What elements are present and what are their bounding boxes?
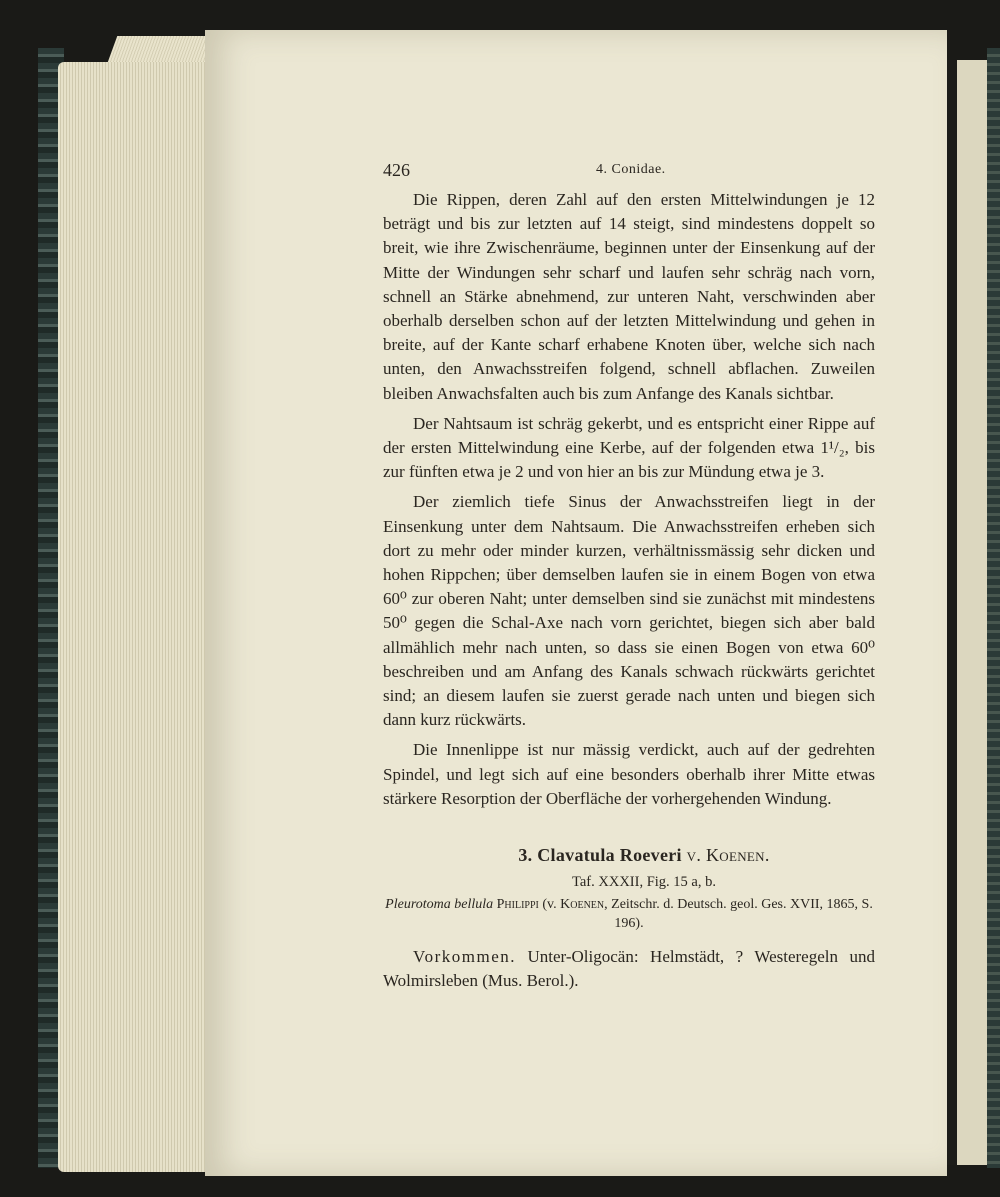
page-number: 426 [383,160,410,180]
running-title: 4. Conidae. [596,162,666,177]
paragraph-ribs: Die Rippen, deren Zahl auf den ersten Mittelwindungen je 12 beträgt und bis zur letzten auf 14 steigt, sind mindestens doppelt so breit, wie ihre Zwischenräume, beginnen unter der Einsenkung auf der Mitte der Windungen sehr scharf und laufen sehr schräg nach vorn, schnell an Stärke abnehmend, zur unteren Naht, verschwinden aber oberhalb derselben schon auf der letzten Mittelwindung und gehen in breite, auf der Kante scharf erhabene Knoten über, welche sich nach unten, den Anwachsstreifen folgend, schnell abflachen. Zuweilen bleiben Anwachsfalten auch bis zum Anfange des Kanals sichtbar. [383,190,875,403]
occurrence-paragraph [383,945,875,993]
synonym-ref-rest: , Zeitschr. d. Deutsch. geol. Ges. XVII, 1865, S. 196). [604,897,873,932]
species-author-prefix: v. [686,845,702,866]
species-author: Koenen. [705,845,770,866]
synonym-reference [383,895,875,933]
plate-reference: Taf. XXXII, Fig. 15 a, b. [572,874,716,891]
occurrence-label: Vorkommen. [413,947,516,967]
synonym-ref-open: (v. [542,897,557,913]
species-name: 3. Clavatula Roeveri [518,845,682,866]
synonym-ref-author: Koenen [560,897,605,913]
paragraph-inner-lip: Die Innenlippe ist nur mässig verdickt, auch auf der gedrehten Spindel, und legt sich auf eine besonders oberhalb ihrer Mitte etwas stärkere Resorption der Oberfläche der vorhergehenden Windung. [383,740,875,808]
facing-page-edge [947,60,987,1165]
occurrence-text: Unter-Oligocän: Helmstädt, ? Westeregeln und Wolmirsleben (Mus. Berol.). [383,947,875,991]
book-spine-right [987,48,1000,1168]
page-stack-left [58,62,218,1172]
page-content [383,160,875,993]
page-header [383,160,875,188]
synonym-author: Philippi [496,897,539,913]
synonym-name: Pleurotoma bellula [385,897,494,913]
species-heading [383,845,875,866]
paragraph-sinus: Der ziemlich tiefe Sinus der Anwachsstreifen liegt in der Einsenkung unter dem Nahtsaum. Die Anwachsstreifen erheben sich dort zu mehr oder minder kurzen, verhältnissmässig sehr dicken und hohen Rippchen; über demselben laufen sie in einem Bogen von etwa 60⁰ zur oberen Naht; unter demselben sind sie zunächst mit mindestens 50⁰ gegen die Schal-Axe nach vorn gerichtet, biegen sich aber bald allmählich mehr nach unten, so dass sie einen Bogen von etwa 60⁰ beschreiben und am Anfang des Kanals schwach rückwärts gerichtet sind; an diesem laufen sie zuerst gerade nach unten und biegen sich dann kurz rückwärts. [383,492,875,730]
paragraph-suture: Der Nahtsaum ist schräg gekerbt, und es entspricht einer Rippe auf der ersten Mittelwindung eine Kerbe, auf der folgenden etwa 1¹/₂, bis zur fünften etwa je 2 und von hier an bis zur Mündung etwa je 3. [383,413,875,482]
